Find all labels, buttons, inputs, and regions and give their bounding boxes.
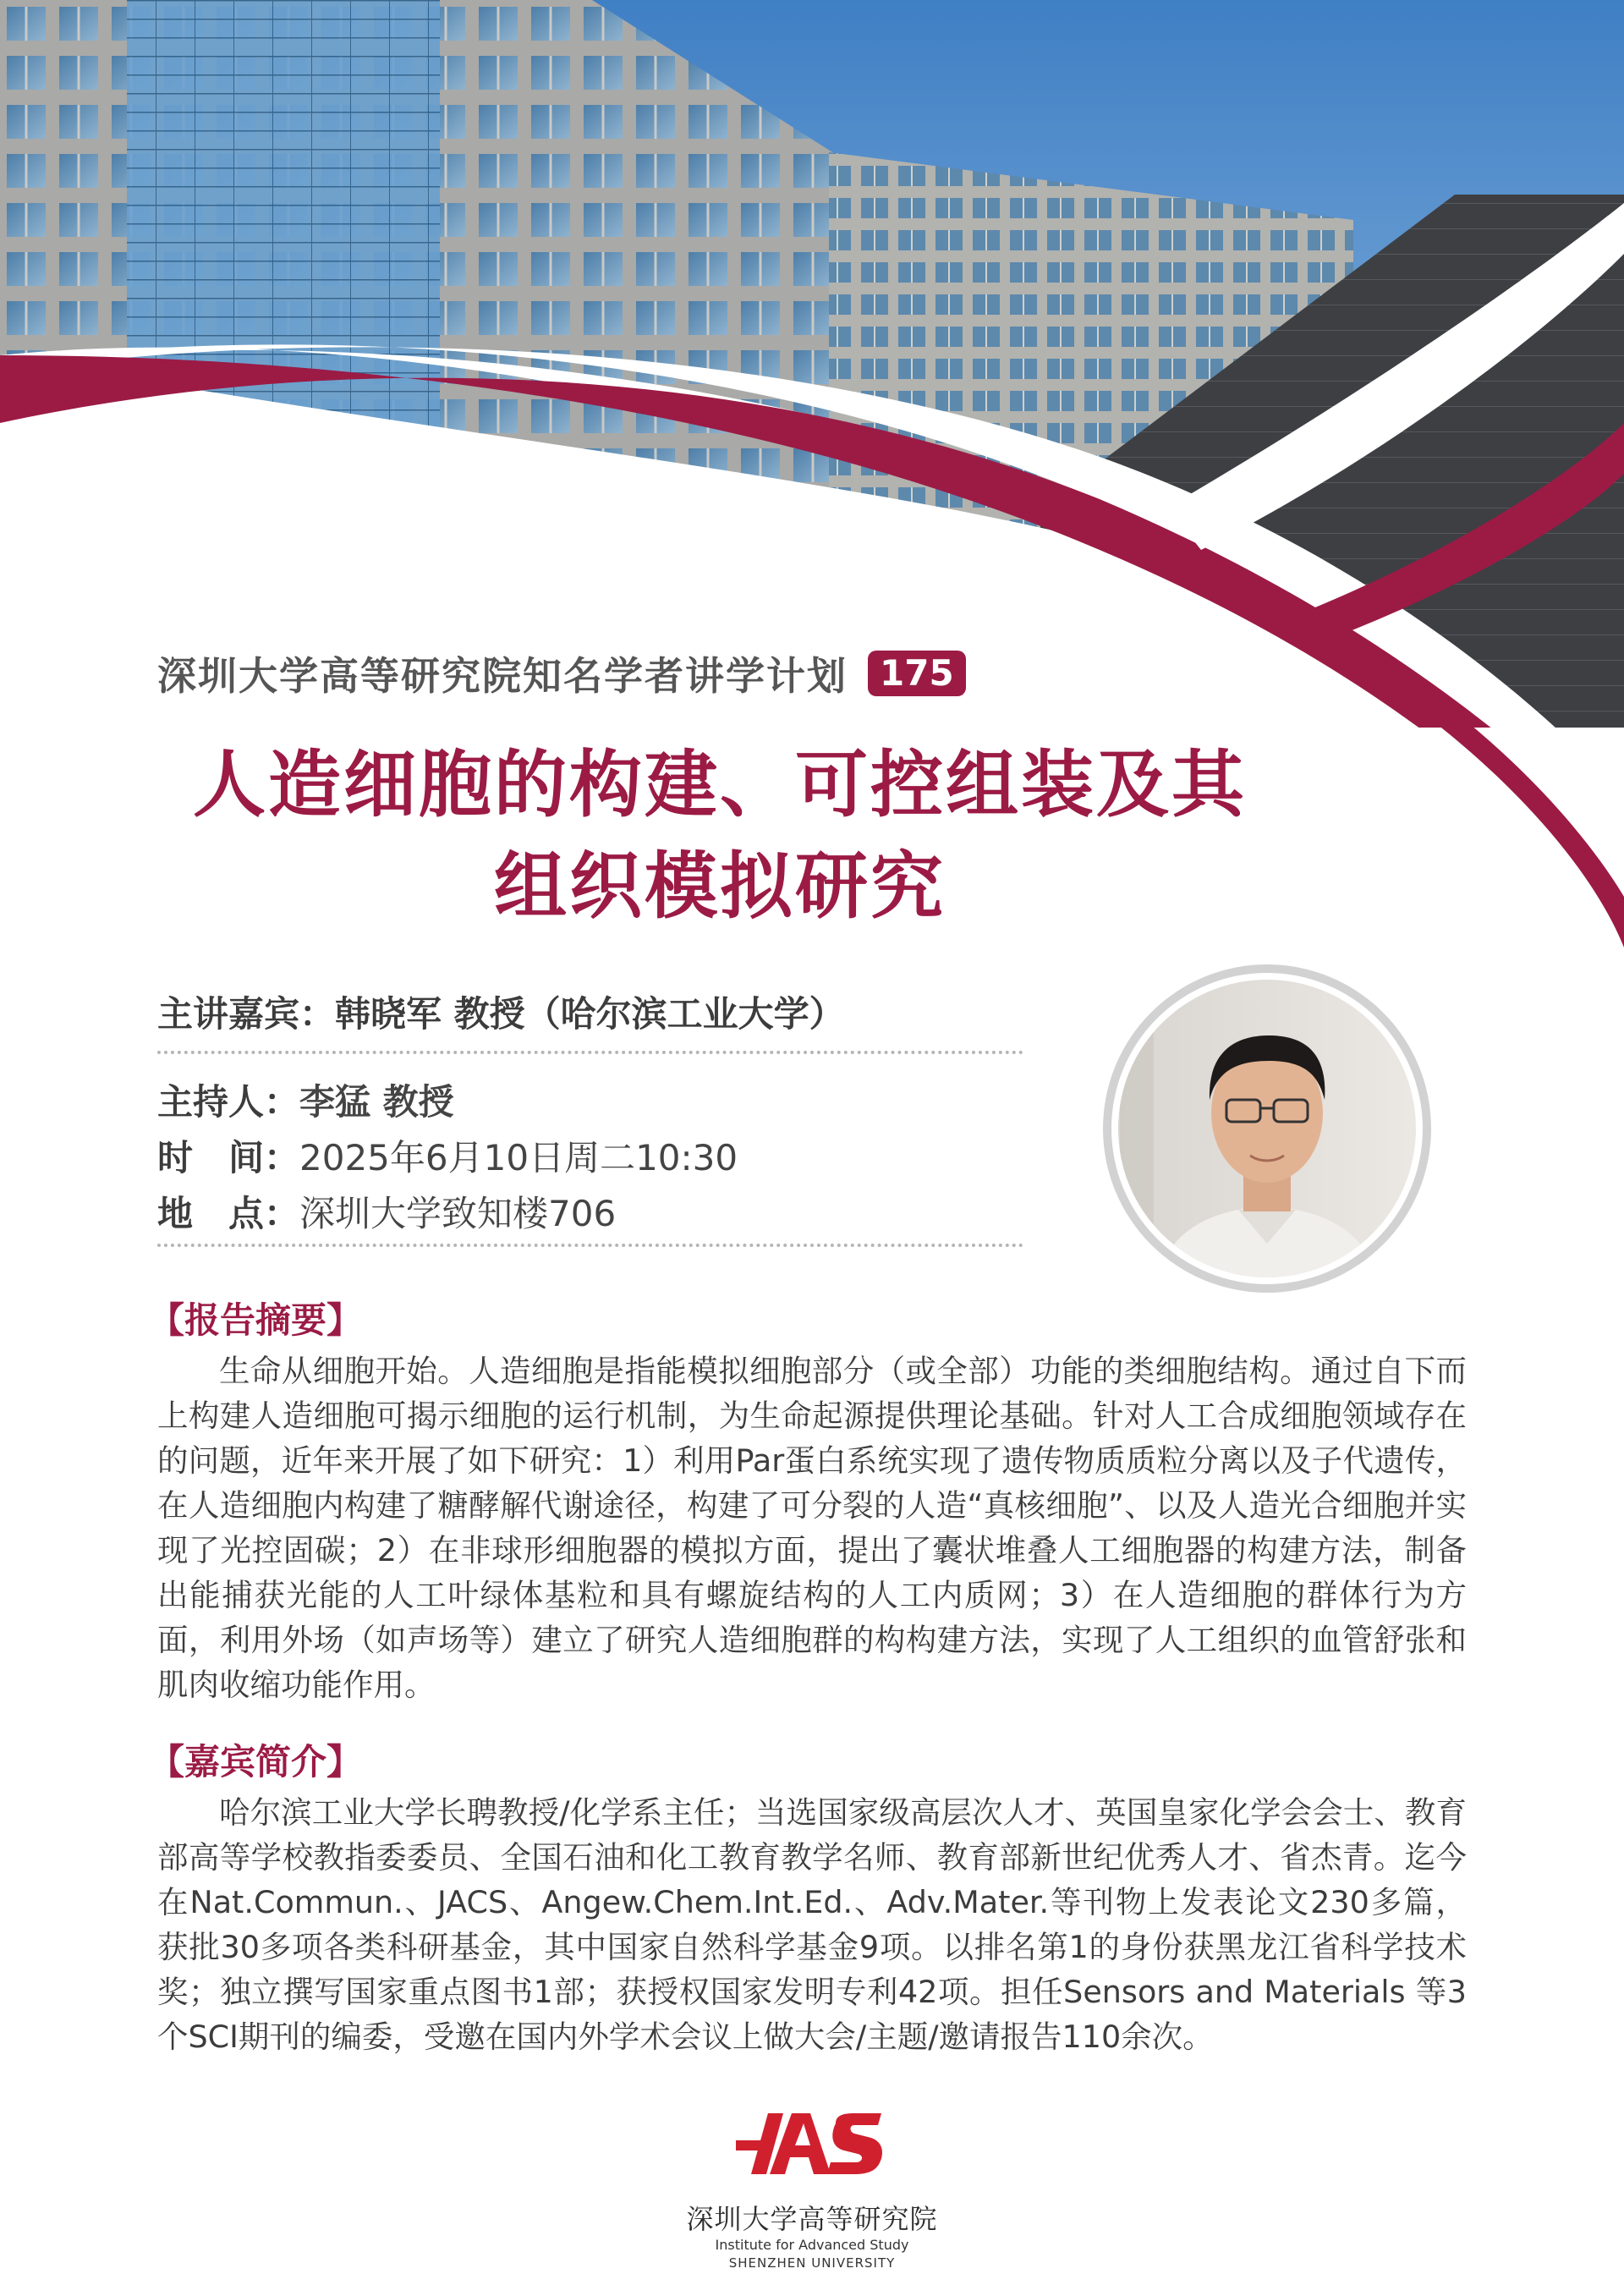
abstract-text: 生命从细胞开始。人造细胞是指能模拟细胞部分（或全部）功能的类细胞结构。通过自下而上构建人造细胞可揭示细胞的运行机制，为生命起源提供理论基础。针对人工合成细胞领域存在的问题，近年来开展了如下研究：1）利用Par蛋白系统实现了遗传物质质粒分离以及子代遗传，在人造细胞内构建了糖酵解代谢途径，构建了可分裂的人造“真核细胞”、以及人造光合细胞并实现了光控固碳；2）在非球形细胞器的模拟方面，提出了囊状堆叠人工细胞器的构建方法，制备出能捕获光能的人工叶绿体基粒和具有螺旋结构的人工内质网；3）在人造细胞的群体行为方面，利用外场（如声场等）建立了研究人造细胞群的构构建方法，实现了人工组织的血管舒张和肌肉收缩功能作用。 [157,1353,1467,1703]
institute-name-cn: 深圳大学高等研究院 [686,2203,938,2235]
lecture-title-line-1: 人造细胞的构建、可控组装及其 [193,743,1247,827]
dotted-divider [157,1244,1023,1247]
bio-text: 哈尔滨工业大学长聘教授/化学系主任；当选国家级高层次人才、英国皇家化学会会士、教育部高等学校教指委委员、全国石油和化工教育教学名师、教育部新世纪优秀人才、省杰青。迄今在Nat.Commun.、JACS、Angew.Chem.Int.Ed.、Adv.Mater.等刊物上发表论文230多篇，获批30多项各类科研基金，其中国家自然科学基金9项。以排名第1的身份获黑龙江省科学技术奖；独立撰写国家重点图书1部；获授权国家发明专利42项。担任Sensors and Materials 等3个SCI期刊的编委，受邀在国内外学术会议上做大会/主题/邀请报告110余次。 [157,1794,1467,2055]
place-label: 地 点： [157,1193,300,1234]
university-name-en: SHENZHEN UNIVERSITY [728,2255,896,2271]
lecture-title-line-2: 组织模拟研究 [494,844,946,929]
abstract-heading: 【报告摘要】 [149,1299,363,1341]
time-label: 时 间： [157,1137,300,1178]
host-row [157,1074,454,1125]
bio-heading: 【嘉宾简介】 [149,1741,363,1782]
time-row [157,1130,738,1181]
host-value: 李猛 教授 [299,1081,454,1123]
series-number-badge: 175 [868,651,966,696]
time-value: 2025年6月10日周二10:30 [299,1137,738,1178]
institute-name-en: Institute for Advanced Study [715,2237,909,2253]
header-building-photo [0,0,1624,728]
place-value: 深圳大学致知楼706 [299,1193,617,1234]
ias-logo [736,2106,888,2183]
series-title: 深圳大学高等研究院知名学者讲学计划 [157,653,848,699]
lecture-title [157,734,1282,937]
place-row [157,1186,616,1237]
lecture-series [157,648,966,699]
speaker-line: 主讲嘉宾：韩晓军 教授（哈尔滨工业大学） [157,993,845,1035]
speaker-portrait [1103,964,1431,1293]
host-label: 主持人： [157,1081,300,1123]
dotted-divider [157,1051,1023,1054]
